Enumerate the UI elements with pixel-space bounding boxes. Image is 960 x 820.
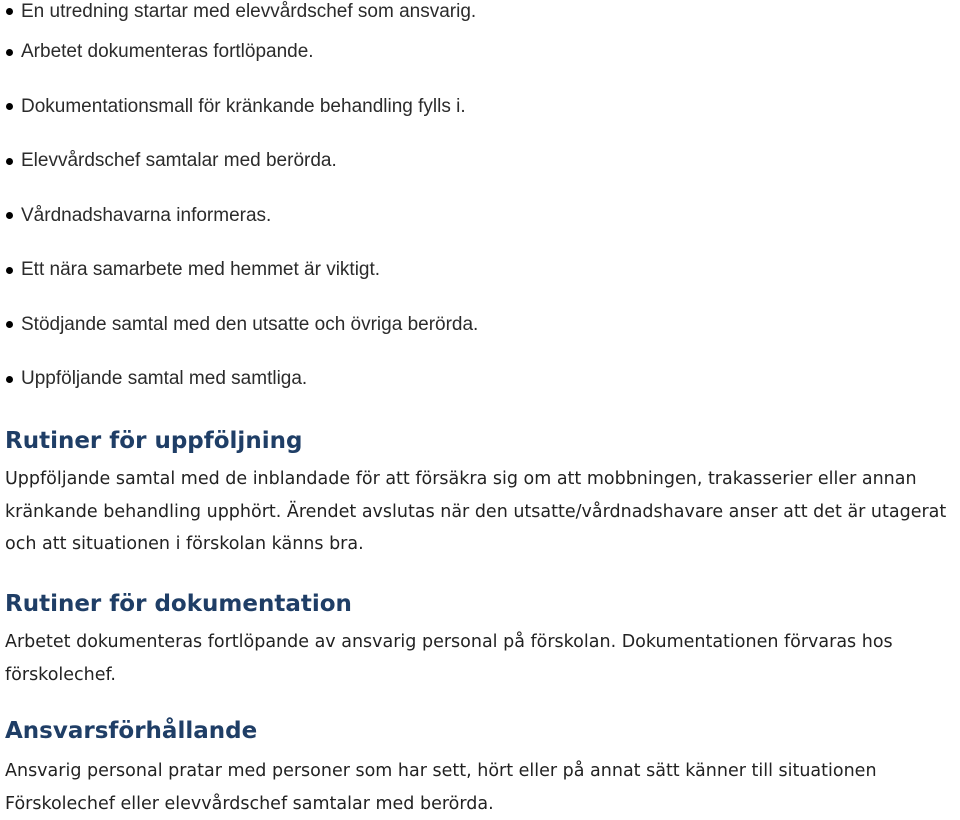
bullet-icon <box>6 158 13 165</box>
section-dokumentation <box>5 589 957 691</box>
action-bullet-list <box>6 0 478 407</box>
list-item-text: En utredning startar med elevvårdschef som ansvarig. <box>21 0 477 22</box>
bullet-icon <box>6 212 13 219</box>
section-paragraph: Uppföljande samtal med de inblandade för att försäkra sig om att mobbningen, trakasserier eller annan kränkande behandling upphört. Ärendet avslutas när den utsatte/vårdnadshavare anser att det är utagerat och att situationen i förskolan känns bra. <box>5 469 947 554</box>
section-paragraph: Arbetet dokumenteras fortlöpande av ansvarig personal på förskolan. Dokumentationen förvaras hos förskolechef. <box>5 632 893 685</box>
section-heading: Rutiner för dokumentation <box>5 591 352 617</box>
list-item-text: Stödjande samtal med den utsatte och övriga berörda. <box>21 313 479 335</box>
list-item-text: Dokumentationsmall för kränkande behandling fylls i. <box>21 95 466 117</box>
section-heading: Ansvarsförhållande <box>5 718 258 744</box>
section-heading: Rutiner för uppföljning <box>5 428 303 454</box>
list-item-text: Vårdnadshavarna informeras. <box>21 204 272 226</box>
bullet-icon <box>6 103 13 110</box>
section-ansvarsforhallande <box>5 716 957 820</box>
list-item <box>6 298 478 353</box>
bullet-icon <box>6 376 13 383</box>
bullet-icon <box>6 8 13 15</box>
bullet-icon <box>6 321 13 328</box>
bullet-icon <box>6 267 13 274</box>
list-item <box>6 0 478 25</box>
list-item <box>6 134 478 189</box>
list-item <box>6 243 478 298</box>
list-item-text: Arbetet dokumenteras fortlöpande. <box>21 41 314 63</box>
list-item <box>6 352 478 407</box>
bullet-icon <box>6 49 13 56</box>
list-item-text: Uppföljande samtal med samtliga. <box>21 368 308 390</box>
list-item <box>6 80 478 135</box>
list-item <box>6 189 478 244</box>
section-uppfoljning <box>5 426 957 561</box>
list-item-text: Ett nära samarbete med hemmet är viktigt. <box>21 259 381 281</box>
section-paragraph: Ansvarig personal pratar med personer som har sett, hört eller på annat sätt känner till situationen Förskolechef eller elevvårdschef samtalar med berörda. <box>5 761 877 814</box>
list-item-text: Elevvårdschef samtalar med berörda. <box>21 150 337 172</box>
list-item <box>6 25 478 80</box>
